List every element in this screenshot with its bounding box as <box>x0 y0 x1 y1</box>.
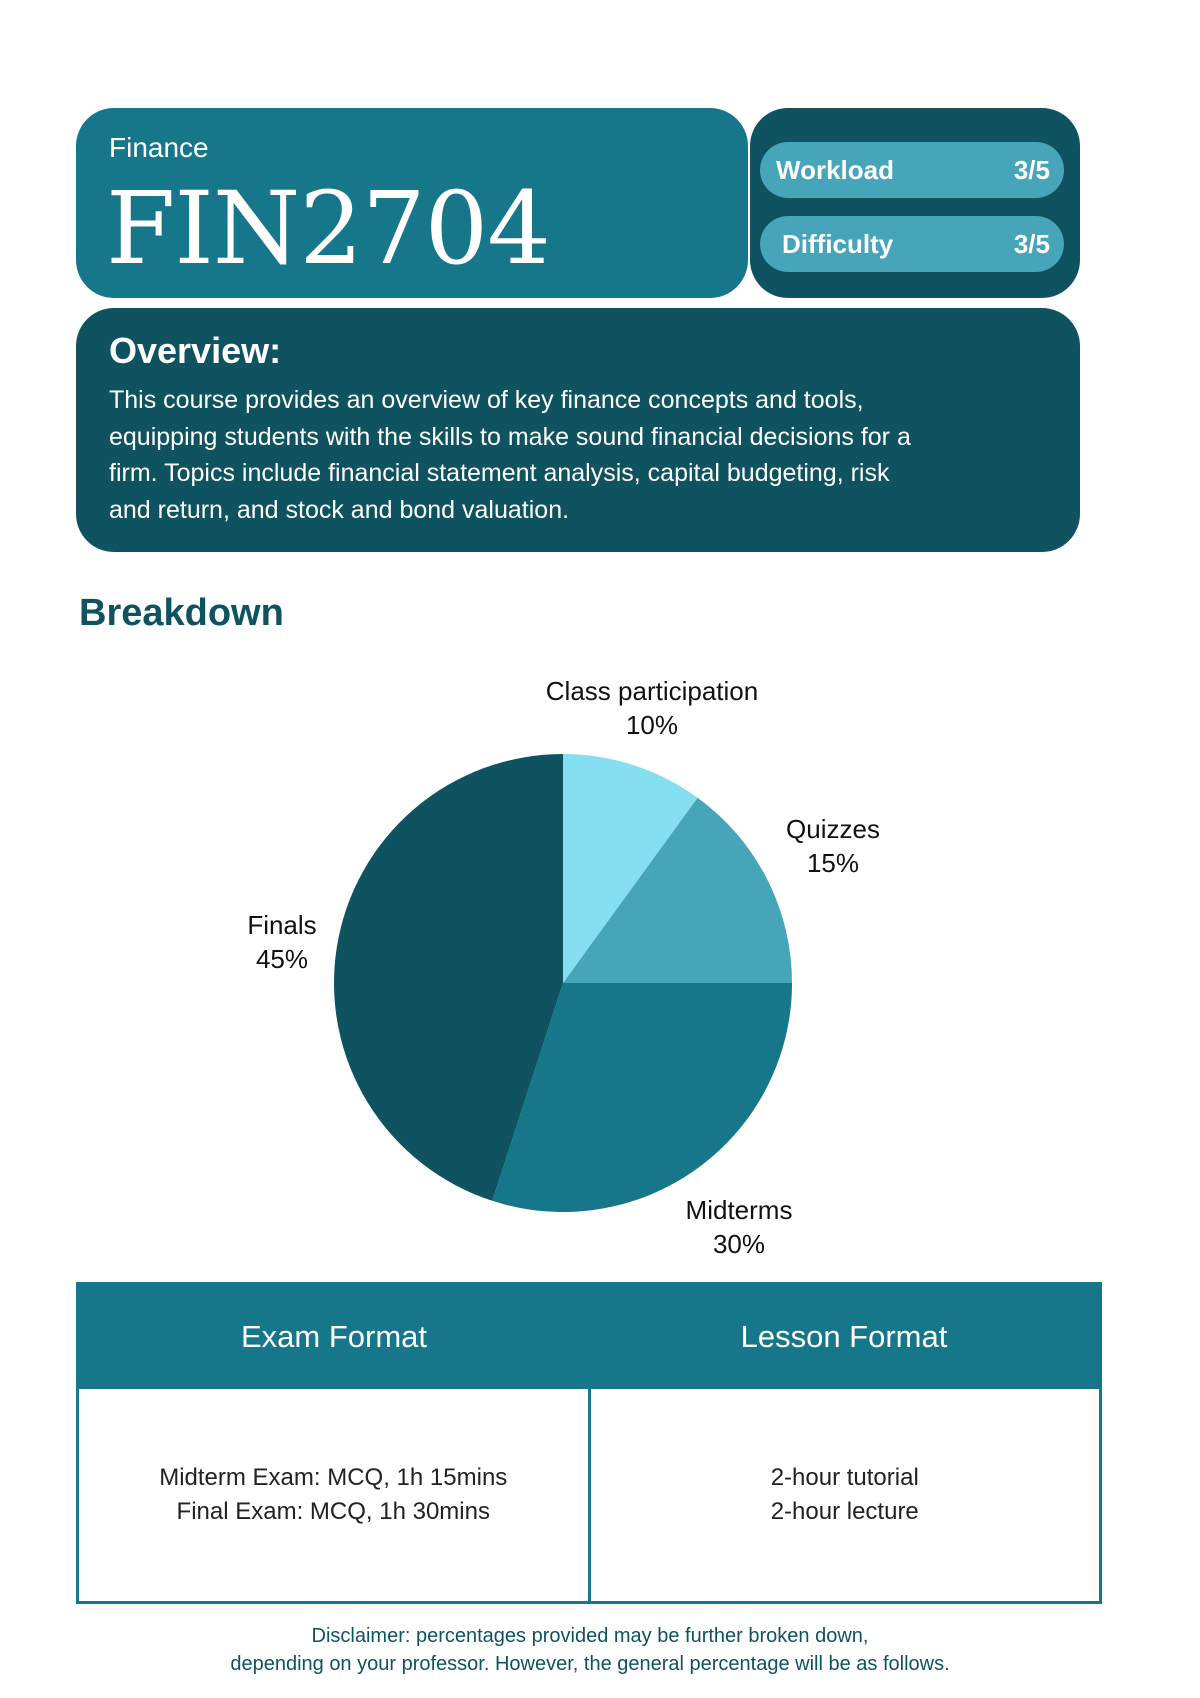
pie-label-value: 10% <box>625 710 679 740</box>
table-body-row <box>79 1389 1099 1601</box>
pie-label-name: Midterms <box>685 1195 793 1225</box>
pie-label-value: 30% <box>712 1229 766 1259</box>
lesson-format-cell <box>591 1389 1100 1601</box>
exam-format-header: Exam Format <box>240 1319 428 1354</box>
exam-format-cell <box>79 1389 591 1601</box>
pie-label-name: Class participation <box>545 676 759 706</box>
lesson-format-header: Lesson Format <box>740 1319 948 1354</box>
pie-label-name: Finals <box>247 910 317 940</box>
course-subject: Finance <box>109 132 209 163</box>
pie-label-value: 15% <box>806 848 860 878</box>
format-table <box>76 1282 1102 1604</box>
exam-format-line: Final Exam: MCQ, 1h 30mins <box>176 1498 490 1525</box>
overview-title: Overview: <box>109 330 282 371</box>
overview-line: and return, and stock and bond valuation. <box>109 495 570 524</box>
disclaimer <box>0 1622 1180 1678</box>
pie-label-name: Quizzes <box>786 814 880 844</box>
course-code: FIN2704 <box>106 170 550 287</box>
pie-label-value: 45% <box>255 944 309 974</box>
breakdown-title: Breakdown <box>79 592 284 634</box>
difficulty-label: Difficulty <box>782 228 894 259</box>
overview-line: This course provides an overview of key finance concepts and tools, <box>109 386 864 414</box>
lesson-format-line: 2-hour tutorial <box>770 1464 919 1491</box>
exam-format-line: Midterm Exam: MCQ, 1h 15mins <box>159 1464 508 1491</box>
disclaimer-line: depending on your professor. However, the general percentage will be as follows. <box>230 1653 950 1675</box>
overview-line: firm. Topics include financial statement analysis, capital budgeting, risk <box>109 459 890 487</box>
workload-value: 3/5 <box>1013 154 1050 185</box>
overview-line: equipping students with the skills to make sound financial decisions for a <box>109 422 911 451</box>
table-header-row <box>79 1285 1099 1389</box>
lesson-format-line: 2-hour lecture <box>770 1498 919 1525</box>
difficulty-value: 3/5 <box>1013 228 1050 259</box>
disclaimer-line: Disclaimer: percentages provided may be further broken down, <box>311 1625 869 1647</box>
workload-label: Workload <box>776 154 894 185</box>
